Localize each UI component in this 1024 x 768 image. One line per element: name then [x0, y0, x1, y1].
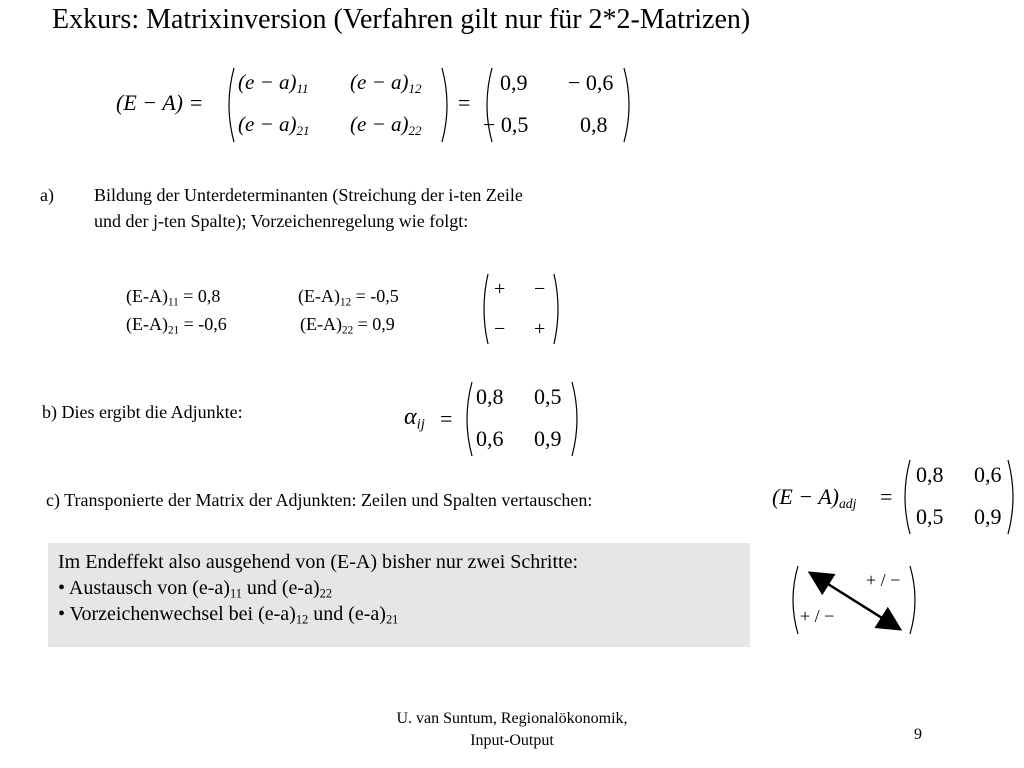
part-c-text: c) Transponierte der Matrix der Adjunkten: Zeilen und Spalten vertauschen:: [46, 490, 593, 510]
eq1-cell-22: $(e - a)_{22}$: [350, 112, 422, 138]
adjunct-left-bracket: [460, 380, 474, 458]
sign-12: −: [534, 278, 546, 300]
footer-author: U. van Suntum, Regionalökonomik,: [396, 710, 628, 727]
summary-box: [48, 543, 750, 647]
part-c-equals: =: [880, 484, 893, 509]
eq1-right-bracket-1: [440, 66, 454, 144]
sign-22: +: [534, 318, 546, 340]
eq1-cell-21: $(e - a)_{21}$: [238, 112, 310, 138]
adj-right-bracket: [1006, 458, 1020, 536]
swap-sign-top: + / −: [866, 570, 901, 590]
page-number: 9: [914, 726, 922, 743]
summary-bullet2: • Vorzeichenwechsel bei $(e-a)_{12}$ und $(e-a)_{21}$: [58, 603, 399, 627]
sign-11: +: [494, 278, 506, 300]
part-b-equals: =: [440, 406, 453, 431]
adj-left-bracket: [898, 458, 912, 536]
slide-title: Exkurs: Matrixinversion (Verfahren gilt nur für 2*2-Matrizen): [52, 4, 751, 35]
part-a-label: a): [40, 185, 54, 205]
sign-matrix-right-bracket: [552, 272, 564, 346]
part-a-line1: Bildung der Unterdeterminanten (Streichung der i-ten Zeile: [94, 185, 523, 205]
eq1-lhs: [116, 90, 203, 116]
adj-12: 0,6: [974, 462, 1002, 487]
adjunct-11: 0,8: [476, 384, 504, 409]
adjunct-22: 0,9: [534, 426, 562, 451]
adjunct-12: 0,5: [534, 384, 562, 409]
minor-22: $(E-A)_{22} = 0,9$: [300, 314, 395, 337]
adj-22: 0,9: [974, 504, 1002, 529]
adjunct-21: 0,6: [476, 426, 504, 451]
eq1-cell-11: $(e - a)_{11}$: [238, 70, 309, 96]
eq1-num-12: − 0,6: [568, 70, 614, 95]
swap-sign-bottom: + / −: [800, 606, 835, 626]
adj-lhs: $(E - A)_{adj}$: [772, 484, 857, 512]
eq1-left-bracket-1: [222, 66, 236, 144]
eq1-right-bracket-2: [622, 66, 636, 144]
summary-bullet1: • Austausch von $(e-a)_{11}$ und $(e-a)_{22}$: [58, 577, 333, 601]
part-a-line2: und der j-ten Spalte); Vorzeichenregelung wie folgt:: [94, 211, 469, 231]
swap-left-bracket: [793, 566, 798, 634]
sign-matrix-left-bracket: [478, 272, 490, 346]
adj-11: 0,8: [916, 462, 944, 487]
summary-line1: Im Endeffekt also ausgehend von (E-A) bisher nur zwei Schritte:: [58, 551, 579, 573]
part-b-text: b) Dies ergibt die Adjunkte:: [42, 402, 243, 422]
minor-11: $(E-A)_{11} = 0,8$: [126, 286, 221, 309]
alpha-ij: $\alpha_{ij}$: [404, 404, 425, 433]
footer-course: Input-Output: [470, 732, 554, 749]
eq1-equals: =: [458, 90, 471, 115]
eq1-cell-12: $(e - a)_{12}$: [350, 70, 422, 96]
eq1-num-22: 0,8: [580, 112, 608, 137]
adjunct-right-bracket: [570, 380, 584, 458]
minor-12: $(E-A)_{12} = -0,5$: [298, 286, 399, 309]
eq1-num-21: − 0,5: [483, 112, 529, 137]
sign-21: −: [494, 318, 506, 340]
swap-right-bracket: [910, 566, 915, 634]
eq1-num-11: 0,9: [500, 70, 528, 95]
eq1-lhs-text: (E − A) =: [116, 90, 204, 115]
minor-21: $(E-A)_{21} = -0,6$: [126, 314, 227, 337]
adj-21: 0,5: [916, 504, 944, 529]
